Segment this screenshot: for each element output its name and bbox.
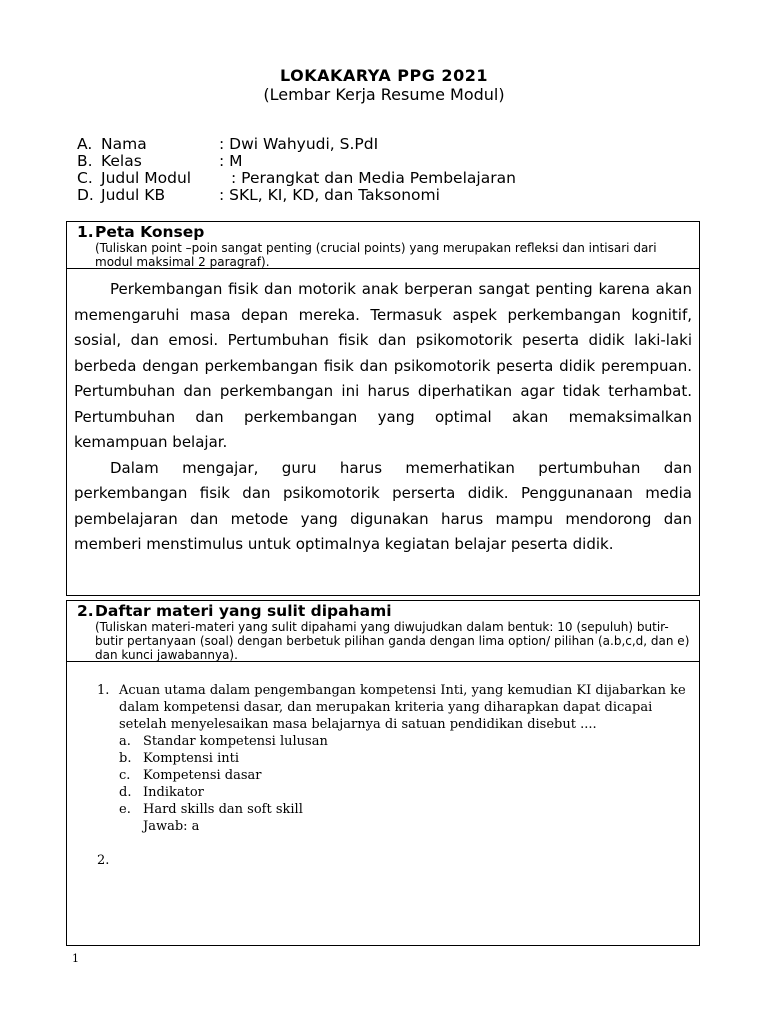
option-item [119, 784, 691, 801]
question-number: 2. [97, 853, 110, 868]
section-instruction: (Tuliskan materi-materi yang sulit dipahami yang diwujudkan dalam bentuk: 10 (sepuluh) butir-butir pertanyaan (soal) dengan berbetuk pilihan ganda dengan lima option/ pilihan (a.b,c,d, dan e) dan kunci jawabannya). [95, 620, 690, 662]
paragraph: Dalam mengajar, guru harus memerhatikan pertumbuhan dan perkembangan fisik dan psikomotorik perserta didik. Penggunanaan media pembelajaran dan metode yang digunakan harus mampu mendorong dan memberi menstimulus untuk optimalnya kegiatan belajar peserta didik. [74, 458, 692, 553]
info-value: : Dwi Wahyudi, S.PdI [219, 135, 379, 153]
option-text: Standar kompetensi lulusan [143, 734, 328, 749]
section-instruction: (Tuliskan point –poin sangat penting (crucial points) yang merupakan refleksi dan intisari dari modul maksimal 2 paragraf). [95, 241, 657, 269]
info-label: Judul Modul [101, 169, 192, 187]
section-header [67, 601, 699, 662]
paragraph: Perkembangan fisik dan motorik anak berperan sangat penting karena akan memengaruhi masa depan mereka. Termasuk aspek perkembangan kognitif, sosial, dan emosi. Pertumbuhan fisik dan psikomotorik peserta didik laki-laki berbeda dengan perkembangan fisik dan psikomotorik peserta didik perempuan. Pertumbuhan dan perkembangan ini harus diperhatikan agar tidak terhambat. Pertumbuhan dan perkembangan yang optimal akan memaksimalkan kemampuan belajar. [74, 280, 692, 451]
info-value: : Perangkat dan Media Pembelajaran [231, 169, 516, 187]
info-value: : M [219, 152, 243, 170]
section-number: 2. [77, 602, 94, 620]
option-letter: b. [119, 751, 132, 766]
option-list [119, 733, 691, 818]
option-text: Kompetensi dasar [143, 768, 262, 783]
question-item [97, 682, 691, 835]
option-text: Komptensi inti [143, 751, 240, 766]
section-daftar-materi [66, 600, 700, 946]
info-letter: A. [77, 135, 93, 153]
section-number: 1. [77, 223, 94, 241]
info-label: Judul KB [101, 186, 166, 204]
option-item [119, 750, 691, 767]
section-title: Daftar materi yang sulit dipahami [95, 602, 392, 620]
question-text: Acuan utama dalam pengembangan kompetensi Inti, yang kemudian KI dijabarkan ke dalam kompetensi dasar, dan merupakan kriteria yang diharapkan dapat dicapai setelah menyelesaikan masa belajarnya di satuan pendidikan disebut .... [119, 683, 686, 732]
info-letter: D. [77, 186, 94, 204]
question-list [67, 662, 699, 868]
option-letter: c. [119, 768, 131, 783]
section-header [67, 222, 699, 269]
info-label: Nama [101, 135, 147, 153]
section-content [67, 269, 699, 558]
option-text: Indikator [143, 785, 204, 800]
option-letter: e. [119, 802, 131, 817]
option-item [119, 733, 691, 750]
option-text: Hard skills dan soft skill [143, 802, 303, 817]
option-letter: d. [119, 785, 132, 800]
option-item [119, 801, 691, 818]
info-label: Kelas [101, 152, 142, 170]
option-item [119, 767, 691, 784]
section-title: Peta Konsep [95, 223, 205, 241]
document-subtitle: (Lembar Kerja Resume Modul) [263, 85, 505, 104]
info-value: : SKL, KI, KD, dan Taksonomi [219, 186, 440, 204]
answer-key: Jawab: a [143, 819, 200, 834]
section-peta-konsep [66, 221, 700, 596]
page-number: 1 [72, 952, 79, 965]
info-letter: C. [77, 169, 93, 187]
question-number: 1. [97, 683, 110, 698]
info-letter: B. [77, 152, 93, 170]
option-letter: a. [119, 734, 131, 749]
document-title: LOKAKARYA PPG 2021 [280, 66, 488, 85]
